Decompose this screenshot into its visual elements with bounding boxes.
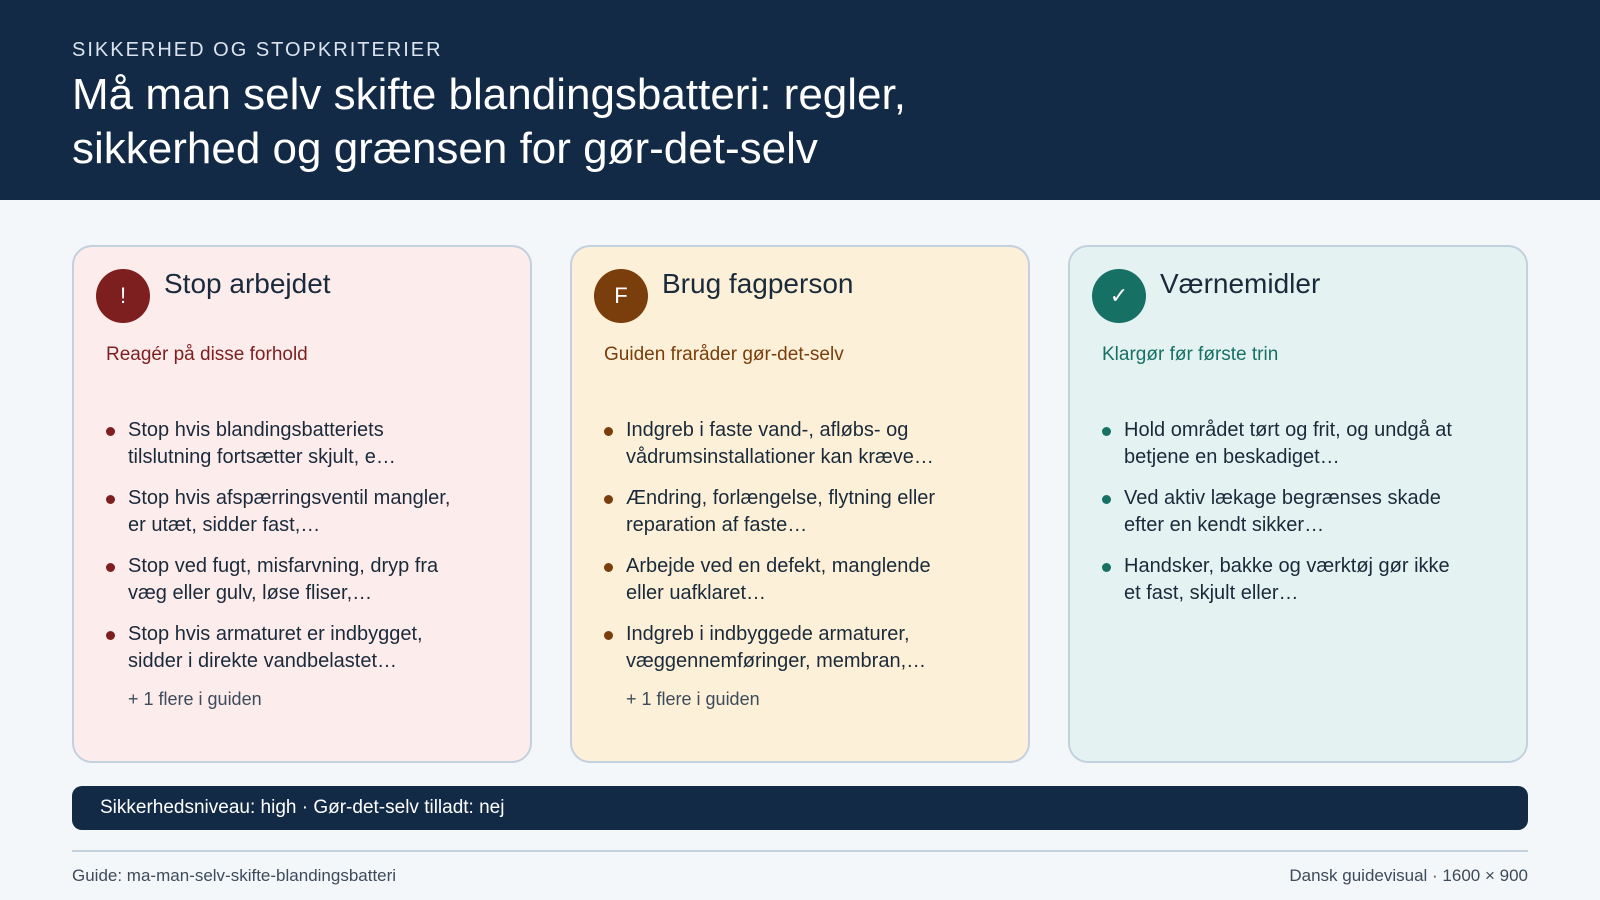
page-header xyxy=(0,0,1600,200)
footer-divider xyxy=(72,850,1528,852)
card-header xyxy=(1092,267,1504,327)
list-item xyxy=(106,417,456,471)
list-item xyxy=(604,485,954,539)
more-in-guide-note: + 1 flere i guiden xyxy=(626,689,760,709)
bullet-icon xyxy=(106,427,115,436)
list-item xyxy=(106,553,456,607)
card-list xyxy=(106,417,508,675)
list-item-text: Ændring, forlængelse, flytning eller reparation af faste… xyxy=(626,487,936,536)
bullet-icon xyxy=(604,631,613,640)
card-use-professional xyxy=(570,245,1030,763)
bullet-icon xyxy=(604,495,613,504)
list-item-text: Hold området tørt og frit, og undgå at betjene en beskadiget… xyxy=(1124,419,1452,468)
card-header xyxy=(96,267,508,327)
card-list xyxy=(604,417,1006,675)
list-item-text: Indgreb i indbyggede armaturer, væggennemføringer, membran,… xyxy=(626,623,927,672)
list-item xyxy=(604,621,954,675)
card-subtitle: Guiden fraråder gør-det-selv xyxy=(604,344,844,365)
list-item-text: Arbejde ved en defekt, manglende eller uafklaret… xyxy=(626,555,931,604)
bullet-icon xyxy=(604,563,613,572)
list-item-text: Stop hvis blandingsbatteriets tilslutning fortsætter skjult, e… xyxy=(128,419,396,468)
card-list xyxy=(1102,417,1504,607)
list-item xyxy=(106,621,456,675)
card-subtitle: Klargør før første trin xyxy=(1102,344,1279,365)
section-eyebrow: SIKKERHED OG STOPKRITERIER xyxy=(72,39,443,61)
card-title: Værnemidler xyxy=(1160,268,1321,299)
list-item xyxy=(1102,485,1462,539)
bullet-icon xyxy=(1102,495,1111,504)
check-icon: ✓ xyxy=(1092,269,1146,323)
safety-status-bar xyxy=(72,786,1528,830)
warning-icon: ! xyxy=(96,269,150,323)
list-item xyxy=(604,417,954,471)
more-in-guide-note: + 1 flere i guiden xyxy=(128,689,262,709)
footer-credit: Dansk guidevisual · 1600 × 900 xyxy=(1289,866,1528,885)
bullet-icon xyxy=(1102,427,1111,436)
list-item-text: Indgreb i faste vand-, afløbs- og vådrumsinstallationer kan kræve… xyxy=(626,419,934,468)
list-item xyxy=(1102,417,1462,471)
card-title: Brug fagperson xyxy=(662,268,854,299)
professional-icon: F xyxy=(594,269,648,323)
page-title: Må man selv skifte blandingsbatteri: regler, sikkerhed og grænsen for gør-det-selv xyxy=(72,70,906,173)
bullet-icon xyxy=(106,563,115,572)
footer-guide-id: Guide: ma-man-selv-skifte-blandingsbatteri xyxy=(72,866,397,885)
bullet-icon xyxy=(106,631,115,640)
card-title: Stop arbejdet xyxy=(164,268,331,299)
list-item-text: Stop hvis armaturet er indbygget, sidder i direkte vandbelastet… xyxy=(128,623,423,672)
list-item xyxy=(1102,553,1462,607)
list-item-text: Stop hvis afspærringsventil mangler, er utæt, sidder fast,… xyxy=(128,487,451,536)
bullet-icon xyxy=(604,427,613,436)
card-protective-gear xyxy=(1068,245,1528,763)
card-stop-work xyxy=(72,245,532,763)
list-item-text: Ved aktiv lækage begrænses skade efter en kendt sikker… xyxy=(1124,487,1441,536)
list-item xyxy=(604,553,954,607)
cards-row xyxy=(72,245,1528,763)
list-item-text: Handsker, bakke og værktøj gør ikke et fast, skjult eller… xyxy=(1124,555,1450,604)
card-header xyxy=(594,267,1006,327)
safety-status-text: Sikkerhedsniveau: high · Gør-det-selv tilladt: nej xyxy=(100,797,505,818)
bullet-icon xyxy=(1102,563,1111,572)
list-item xyxy=(106,485,456,539)
card-subtitle: Reagér på disse forhold xyxy=(106,344,308,365)
bullet-icon xyxy=(106,495,115,504)
list-item-text: Stop ved fugt, misfarvning, dryp fra væg eller gulv, løse fliser,… xyxy=(128,555,439,604)
